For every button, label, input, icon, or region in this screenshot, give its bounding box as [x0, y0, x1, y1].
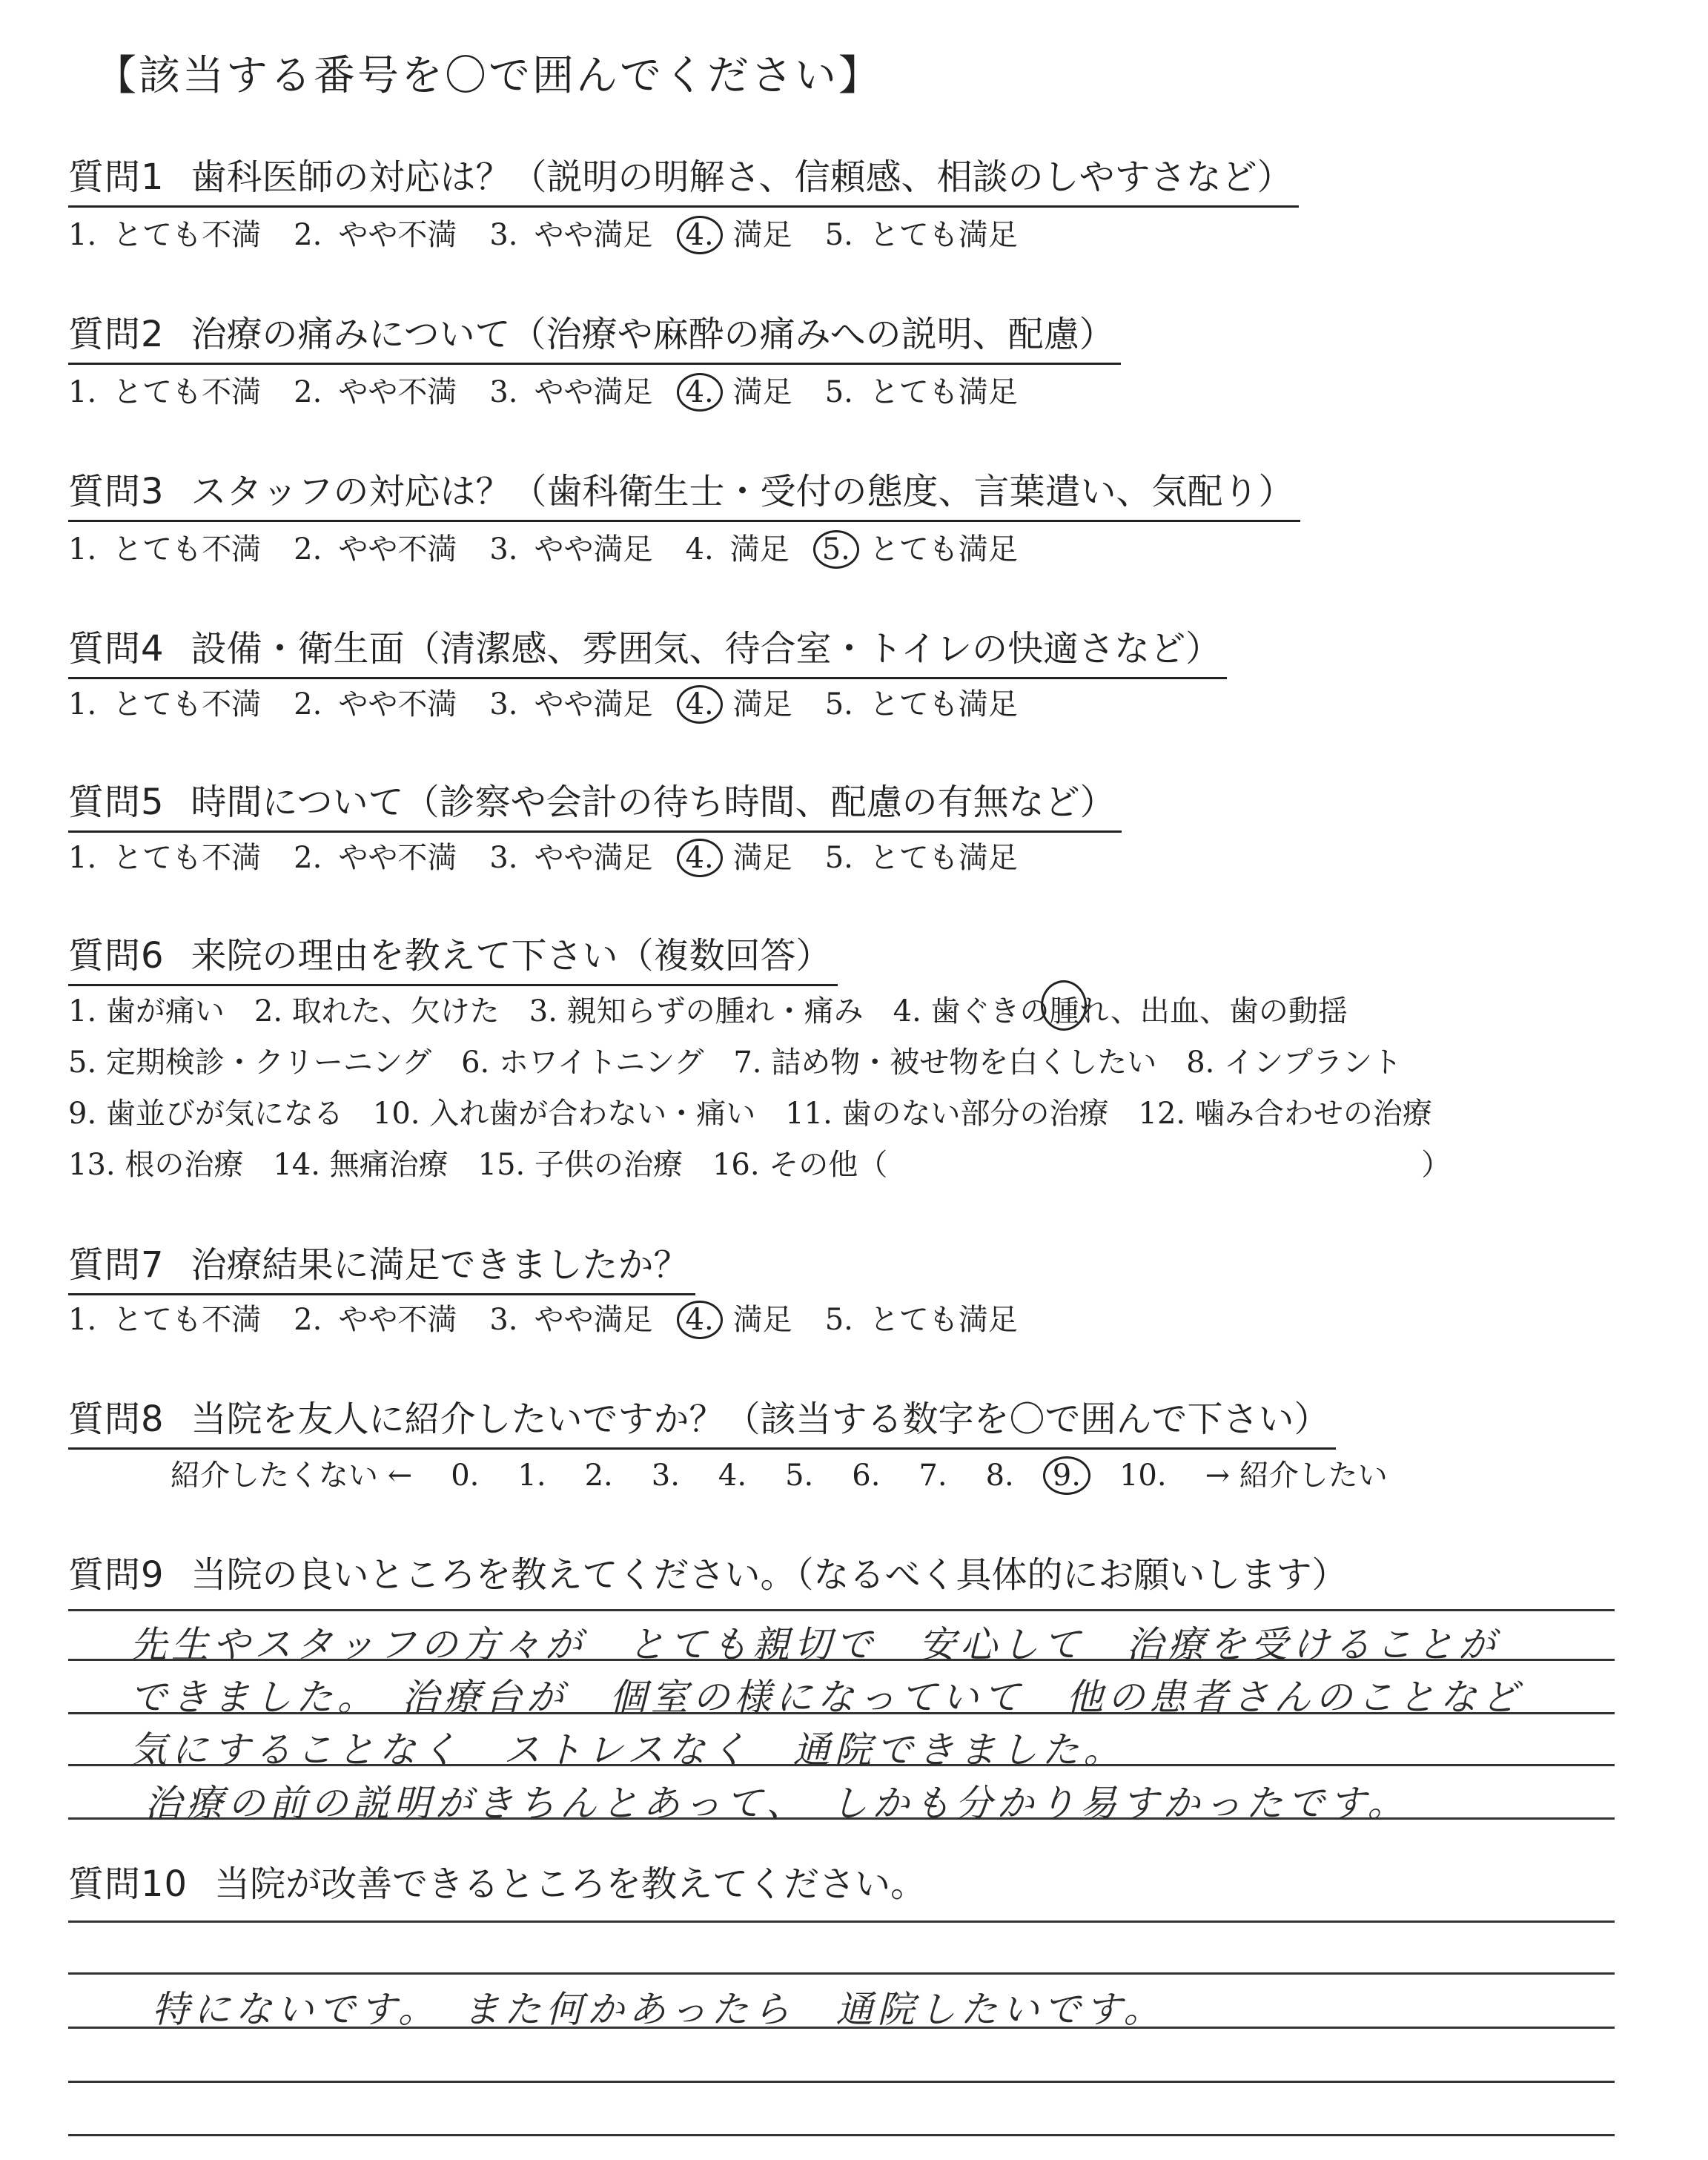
question-text: 当院の良いところを教えてください。（なるべく具体的にお願いします）	[191, 1554, 1348, 1596]
option-label: とても満足	[869, 687, 1018, 721]
option-label: とても満足	[869, 841, 1018, 875]
option-label: とても不満	[113, 532, 262, 567]
option-number: 4.	[685, 532, 714, 567]
option-number: 4.	[677, 839, 723, 877]
answer-option-1[interactable]	[68, 369, 261, 411]
option-number: 1.	[68, 375, 97, 409]
option-label: 満足	[732, 687, 792, 721]
answer-option-3[interactable]	[489, 1296, 652, 1338]
scale-value-3[interactable]: 3.	[651, 1459, 680, 1493]
option-label: やや不満	[338, 1303, 457, 1337]
answer-option-5[interactable]	[825, 681, 1018, 723]
answer-options-q5	[68, 834, 1050, 877]
option-label: やや不満	[338, 375, 457, 409]
scale-value-8[interactable]: 8.	[985, 1459, 1014, 1493]
answer-option-4[interactable]	[686, 834, 792, 877]
option-label: 満足	[732, 375, 792, 409]
option-number: 3.	[489, 1303, 518, 1337]
option-label: 満足	[732, 841, 792, 875]
answer-option-4[interactable]	[686, 526, 790, 568]
answer-option-1[interactable]	[68, 1296, 261, 1338]
question-8	[68, 1390, 1336, 1450]
option-number: 5.	[824, 218, 853, 252]
question-number: 質問9	[68, 1554, 165, 1596]
question-1	[68, 148, 1299, 208]
option-label: とても不満	[113, 687, 262, 721]
answer-option-5[interactable]	[822, 526, 1018, 569]
scale-value-6[interactable]: 6.	[852, 1459, 881, 1493]
option-number: 3.	[489, 218, 518, 252]
scale-value-4[interactable]: 4.	[718, 1459, 747, 1493]
scale-left-label: 紹介したくない ←	[171, 1459, 413, 1493]
recommend-scale	[171, 1452, 1426, 1495]
answer-option-3[interactable]	[489, 834, 652, 876]
question-6	[68, 927, 838, 986]
answer-rule	[68, 1920, 1615, 1923]
option-label: とても不満	[113, 375, 262, 409]
answer-options-q1	[68, 211, 1050, 254]
option-number: 1.	[68, 687, 97, 721]
option-label: やや満足	[534, 532, 653, 567]
option-number: 2.	[294, 218, 322, 252]
q9-answer-line-2[interactable]: できました。 治療台が 個室の様になっていて 他の患者さんのことなど	[130, 1676, 1523, 1719]
question-number: 質問8	[68, 1398, 165, 1440]
option-number: 5.	[824, 687, 853, 721]
question-text: 来院の理由を教えて下さい（複数回答）	[191, 935, 832, 977]
question-number: 質問1	[68, 156, 165, 198]
option-number: 1.	[68, 1303, 97, 1337]
answer-option-3[interactable]	[489, 681, 652, 723]
question-5	[68, 773, 1122, 833]
option-number: 3.	[489, 687, 518, 721]
option-number: 4.	[677, 216, 723, 254]
answer-option-4[interactable]	[686, 1296, 792, 1339]
option-label: やや満足	[534, 1303, 653, 1337]
question-3	[68, 463, 1300, 522]
q6-options-row-3[interactable]: 9. 歯並びが気になる 10. 入れ歯が合わない・痛い 11. 歯のない部分の治療 12. 噛み合わせの治療	[68, 1097, 1432, 1131]
scale-value-5[interactable]: 5.	[785, 1459, 814, 1493]
option-label: やや満足	[534, 375, 653, 409]
question-number: 質問4	[68, 628, 165, 670]
answer-rule	[68, 1972, 1615, 1975]
option-label: とても満足	[869, 218, 1018, 252]
option-number: 5.	[824, 1303, 853, 1337]
question-text: 治療結果に満足できましたか？	[191, 1244, 689, 1286]
answer-option-1[interactable]	[68, 681, 261, 723]
answer-option-1[interactable]	[68, 834, 261, 876]
answer-option-2[interactable]	[294, 211, 457, 254]
option-label: とても満足	[869, 532, 1018, 567]
question-number: 質問10	[68, 1863, 188, 1905]
option-label: やや満足	[534, 218, 653, 252]
option-number: 2.	[294, 1303, 322, 1337]
option-number: 5.	[824, 841, 853, 875]
q9-answer-line-3[interactable]: 気にすることなく ストレスなく 通院できました。	[130, 1728, 1125, 1771]
answer-option-2[interactable]	[294, 369, 457, 411]
option-number: 4.	[677, 685, 723, 724]
option-label: やや不満	[338, 841, 457, 875]
question-number: 質問5	[68, 782, 165, 823]
option-number: 3.	[489, 841, 518, 875]
answer-option-3[interactable]	[489, 526, 652, 568]
answer-options-q3	[68, 526, 1050, 569]
answer-rule	[68, 2081, 1615, 2083]
answer-option-5[interactable]	[825, 211, 1018, 254]
question-text: 当院を友人に紹介したいですか？（該当する数字を〇で囲んで下さい）	[191, 1398, 1330, 1440]
answer-options-q7	[68, 1296, 1050, 1339]
question-number: 質問7	[68, 1244, 165, 1286]
q9-answer-line-4[interactable]: 治療の前の説明がきちんとあって、 しかも分かり易すかったです。	[145, 1782, 1409, 1825]
q10-answer[interactable]: 特にないです。 また何かあったら 通院したいです。	[152, 1988, 1165, 2031]
question-text: 当院が改善できるところを教えてください。	[214, 1863, 927, 1905]
option-number: 3.	[489, 532, 518, 567]
answer-option-4[interactable]	[686, 211, 792, 254]
question-4	[68, 620, 1227, 679]
option-label: 満足	[729, 532, 790, 567]
answer-option-2[interactable]	[294, 1296, 457, 1338]
q6-selected-circle	[1041, 980, 1087, 1031]
scale-value-0[interactable]: 0.	[451, 1459, 480, 1493]
question-text: 設備・衛生面（清潔感、雰囲気、待合室・トイレの快適さなど）	[191, 628, 1222, 670]
option-label: やや満足	[534, 841, 653, 875]
answer-option-2[interactable]	[294, 834, 457, 876]
question-number: 質問2	[68, 314, 165, 355]
q6-options-row-1[interactable]: 1. 歯が痛い 2. 取れた、欠けた 3. 親知らずの腫れ・痛み 4. 歯ぐきの腫れ、出血、歯の動揺	[68, 994, 1348, 1028]
question-10	[68, 1855, 932, 1912]
option-label: やや不満	[338, 687, 457, 721]
q6-options-row-2[interactable]: 5. 定期検診・クリーニング 6. ホワイトニング 7. 詰め物・被せ物を白くしたい 8. インプラント	[68, 1046, 1403, 1080]
option-number: 4.	[677, 1301, 723, 1339]
option-number: 2.	[294, 532, 322, 567]
page-title: 【該当する番号を〇で囲んでください】	[95, 52, 882, 100]
option-number: 2.	[294, 375, 322, 409]
answer-option-5[interactable]	[825, 1296, 1018, 1338]
option-label: とても満足	[869, 1303, 1018, 1337]
option-label: 満足	[732, 218, 792, 252]
option-label: とても不満	[113, 1303, 262, 1337]
option-number: 1.	[68, 841, 97, 875]
answer-option-2[interactable]	[294, 681, 457, 723]
question-9	[68, 1546, 1354, 1603]
q9-answer-line-1[interactable]: 先生やスタッフの方々が とても親切で 安心して 治療を受けることが	[130, 1623, 1500, 1666]
answer-rule	[68, 2134, 1615, 2136]
option-number: 1.	[68, 218, 97, 252]
option-label: 満足	[732, 1303, 792, 1337]
question-text: スタッフの対応は？（歯科衛生士・受付の態度、言葉遣い、気配り）	[191, 471, 1294, 512]
option-label: とても満足	[869, 375, 1018, 409]
answer-option-5[interactable]	[825, 834, 1018, 876]
scale-value-1[interactable]: 1.	[517, 1459, 546, 1493]
answer-options-q4	[68, 681, 1050, 724]
option-number: 4.	[677, 373, 723, 412]
option-number: 1.	[68, 532, 97, 567]
question-7	[68, 1236, 695, 1295]
scale-value-7[interactable]: 7.	[918, 1459, 947, 1493]
scale-value-9[interactable]: 9.	[1043, 1456, 1090, 1495]
answer-options-q2	[68, 369, 1050, 412]
answer-option-3[interactable]	[489, 211, 652, 254]
option-number: 2.	[294, 841, 322, 875]
answer-option-3[interactable]	[489, 369, 652, 411]
answer-rule	[68, 1609, 1615, 1611]
question-text: 時間について（診察や会計の待ち時間、配慮の有無など）	[191, 782, 1116, 823]
scale-right-label: → 紹介したい	[1205, 1459, 1388, 1493]
q6-options-row-4[interactable]: 13. 根の治療 14. 無痛治療 15. 子供の治療 16. その他（ ）	[68, 1148, 1452, 1182]
question-text: 歯科医師の対応は？（説明の明解さ、信頼感、相談のしやすさなど）	[191, 156, 1293, 198]
question-2	[68, 305, 1121, 365]
question-number: 質問3	[68, 471, 165, 512]
option-label: やや満足	[534, 687, 653, 721]
answer-option-4[interactable]	[686, 681, 792, 724]
scale-value-10[interactable]: 10.	[1119, 1459, 1167, 1493]
option-number: 5.	[813, 530, 859, 569]
answer-option-5[interactable]	[825, 369, 1018, 411]
option-number: 2.	[294, 687, 322, 721]
answer-option-1[interactable]	[68, 526, 261, 568]
option-label: やや不満	[338, 218, 457, 252]
option-label: とても不満	[113, 218, 262, 252]
option-number: 5.	[824, 375, 853, 409]
answer-option-2[interactable]	[294, 526, 457, 568]
option-label: とても不満	[113, 841, 262, 875]
option-label: やや不満	[338, 532, 457, 567]
question-text: 治療の痛みについて（治療や麻酔の痛みへの説明、配慮）	[191, 314, 1115, 355]
question-number: 質問6	[68, 935, 165, 977]
option-number: 3.	[489, 375, 518, 409]
answer-option-1[interactable]	[68, 211, 261, 254]
scale-value-2[interactable]: 2.	[584, 1459, 613, 1493]
answer-option-4[interactable]	[686, 369, 792, 412]
